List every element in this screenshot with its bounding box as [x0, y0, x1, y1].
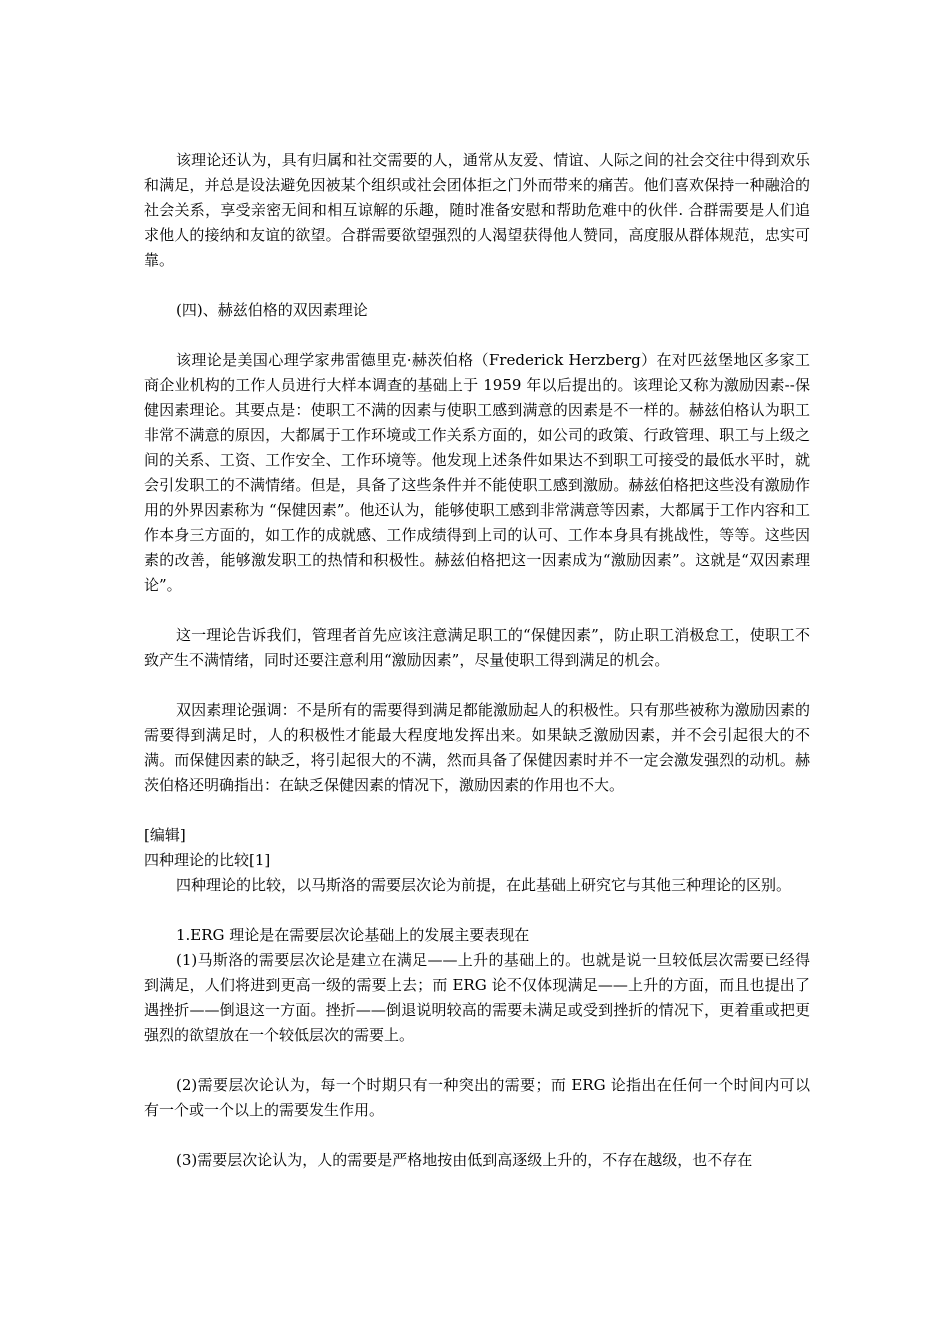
paragraph-erg-point-1: (1)马斯洛的需要层次论是建立在满足——上升的基础上的。也就是说一旦较低层次需要已经得到满足，人们将进到更高一级的需要上去；而 ERG 论不仅体现满足——上升的方面，而且也提出了遇挫折——倒退这一方面。挫折——倒退说明较高的需要未满足或受到挫折的情况下，更着重或把更强烈的欲望放在一个较低层次的需要上。	[144, 951, 810, 1044]
subheading-erg: 1.ERG 理论是在需要层次论基础上的发展主要表现在	[176, 926, 530, 944]
edit-link[interactable]: [编辑]	[144, 826, 186, 844]
paragraph-comparison-intro: 四种理论的比较，以马斯洛的需要层次论为前提，在此基础上研究它与其他三种理论的区别。	[176, 876, 792, 894]
paragraph-two-factor-emphasis: 双因素理论强调：不是所有的需要得到满足都能激励起人的积极性。只有那些被称为激励因素的需要得到满足时，人的积极性才能最大程度地发挥出来。如果缺乏激励因素，并不会引起很大的不满。而保健因素的缺乏，将引起很大的不满，然而具备了保健因素时并不一定会激发强烈的动机。赫茨伯格还明确指出：在缺乏保健因素的情况下，激励因素的作用也不大。	[144, 701, 810, 794]
document-page	[144, 148, 810, 1173]
section-heading-herzberg: (四)、赫兹伯格的双因素理论	[176, 301, 368, 319]
paragraph-herzberg-theory: 该理论是美国心理学家弗雷德里克·赫茨伯格（Frederick Herzberg）在对匹兹堡地区多家工商企业机构的工作人员进行大样本调查的基础上于 1959 年以后提出的。该理论又称为激励因素--保健因素理论。其要点是：使职工不满的因素与使职工感到满意的因素是不一样的。赫兹伯格认为职工非常不满意的原因，大都属于工作环境或工作关系方面的，如公司的政策、行政管理、职工与上级之间的关系、工资、工作安全、工作环境等。他发现上述条件如果达不到职工可接受的最低水平时，就会引发职工的不满情绪。但是，具备了这些条件并不能使职工感到激励。赫兹伯格把这些没有激励作用的外界因素称为 “保健因素”。他还认为，能够使职工感到非常满意等因素，大都属于工作内容和工作本身三方面的，如工作的成就感、工作成绩得到上司的认可、工作本身具有挑战性，等等。这些因素的改善，能够激发职工的热情和积极性。赫兹伯格把这一因素成为“激励因素”。这就是“双因素理论”。	[144, 351, 810, 594]
paragraph-belonging-needs: 该理论还认为，具有归属和社交需要的人，通常从友爱、情谊、人际之间的社会交往中得到欢乐和满足，并总是设法避免因被某个组织或社会团体拒之门外而带来的痛苦。他们喜欢保持一种融洽的社会关系，享受亲密无间和相互谅解的乐趣，随时准备安慰和帮助危难中的伙伴. 合群需要是人们追求他人的接纳和友谊的欲望。合群需要欲望强烈的人渴望获得他人赞同，高度服从群体规范，忠实可靠。	[144, 151, 810, 269]
paragraph-management-implication: 这一理论告诉我们，管理者首先应该注意满足职工的“保健因素”，防止职工消极怠工，使职工不致产生不满情绪，同时还要注意利用“激励因素”，尽量使职工得到满足的机会。	[144, 626, 810, 669]
paragraph-erg-point-3: (3)需要层次论认为，人的需要是严格地按由低到高逐级上升的，不存在越级，也不存在	[176, 1151, 753, 1169]
section-title-comparison: 四种理论的比较[1]	[144, 851, 271, 869]
paragraph-erg-point-2: (2)需要层次论认为，每一个时期只有一种突出的需要；而 ERG 论指出在任何一个时间内可以有一个或一个以上的需要发生作用。	[144, 1076, 810, 1119]
